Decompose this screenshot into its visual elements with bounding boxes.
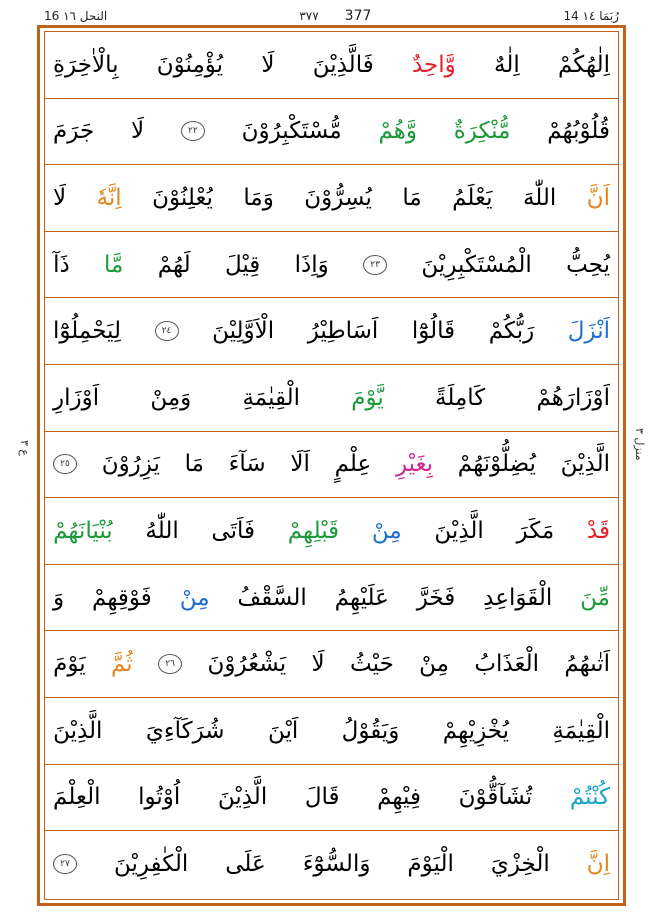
text-line bbox=[45, 831, 618, 898]
word: وَيَقُوْلُ bbox=[341, 717, 400, 744]
word: وَّهُمْ bbox=[378, 118, 417, 145]
word: مِنْ bbox=[371, 517, 402, 544]
word: يُسِرُّوْنَ bbox=[304, 184, 372, 211]
word: وَمَا bbox=[243, 184, 274, 211]
ayah-number-marker: ٢٤ bbox=[155, 321, 179, 341]
text-line bbox=[45, 32, 618, 99]
word: يَعْلَمُ bbox=[452, 184, 493, 211]
word: قَالُوْٓا bbox=[411, 318, 456, 345]
page-number: 377 bbox=[344, 8, 372, 24]
word: الْعَذَابُ bbox=[474, 651, 539, 678]
word: الْخِزْيَ bbox=[490, 851, 550, 878]
margin-ruku: ع ٣ bbox=[18, 440, 31, 456]
word: يَشْعُرُوْنَ bbox=[207, 651, 287, 678]
word: فَالَّذِيْنَ bbox=[312, 51, 374, 78]
word: اللّٰهُ bbox=[145, 517, 179, 544]
word: بُنْيَانَهُمْ bbox=[53, 517, 113, 544]
word: الْعِلْمَ bbox=[53, 784, 101, 811]
word: اِنَّهٗ bbox=[96, 184, 122, 211]
word: الْكٰفِرِيْنَ bbox=[113, 851, 189, 878]
word: الَّذِيْنَ bbox=[434, 517, 484, 544]
ayah-number-marker: ٢٥ bbox=[53, 454, 77, 474]
text-line bbox=[45, 698, 618, 765]
word: يُؤْمِنُوْنَ bbox=[156, 51, 224, 78]
text-line bbox=[45, 631, 618, 698]
word: اِنَّ bbox=[586, 851, 610, 878]
word: الَّذِيْنَ bbox=[53, 717, 103, 744]
ayah-number-marker: ٢٦ bbox=[158, 654, 182, 674]
word: وَاِذَا bbox=[294, 251, 329, 278]
word: كَامِلَةً bbox=[435, 384, 486, 411]
word: يُخْزِيْهِمْ bbox=[442, 717, 510, 744]
word: شُرَكَآءِيَ bbox=[145, 717, 225, 744]
word: السَّقْفُ bbox=[237, 584, 307, 611]
word: اَسَاطِيْرُ bbox=[307, 318, 379, 345]
word: قَبْلِهِمْ bbox=[287, 517, 340, 544]
text-line bbox=[45, 765, 618, 832]
word: مَا bbox=[184, 451, 204, 478]
word: كُنْتُمْ bbox=[569, 784, 610, 811]
text-line bbox=[45, 498, 618, 565]
text-area bbox=[44, 31, 619, 900]
word: يَّوْمَ bbox=[351, 384, 384, 411]
word: يُضِلُّوْنَهُمْ bbox=[457, 451, 536, 478]
word: اَنَّ bbox=[586, 184, 610, 211]
word: لَا bbox=[261, 51, 275, 78]
word: حَيْثُ bbox=[350, 651, 394, 678]
word: يَوْمَ bbox=[53, 651, 86, 678]
word: الْاَوَّلِيْنَ bbox=[212, 318, 275, 345]
word: مَكَرَ bbox=[516, 517, 555, 544]
word: ذَآ bbox=[53, 251, 70, 278]
word: اَتٰىهُمُ bbox=[564, 651, 610, 678]
ayah-number-marker: ٢٣ bbox=[363, 255, 387, 275]
text-line bbox=[45, 165, 618, 232]
word: لَا bbox=[53, 184, 67, 211]
word: وَ bbox=[53, 584, 65, 611]
word: لَهُمْ bbox=[157, 251, 191, 278]
word: جَرَمَ bbox=[53, 118, 95, 145]
word: الْقِيٰمَةِ bbox=[242, 384, 301, 411]
word: بِالْاٰخِرَةِ bbox=[53, 51, 119, 78]
text-line bbox=[45, 298, 618, 365]
text-line bbox=[45, 99, 618, 166]
header-surah: 16 النحل ١٦ bbox=[44, 9, 108, 23]
word: بِغَيْرِ bbox=[395, 451, 434, 478]
word: اَوْزَارِ bbox=[53, 384, 100, 411]
word: سَآءَ bbox=[228, 451, 266, 478]
word: الْيَوْمَ bbox=[407, 851, 454, 878]
word: اَوْزَارَهُمْ bbox=[536, 384, 610, 411]
word: مِّنَ bbox=[580, 584, 610, 611]
word: اَلَا bbox=[290, 451, 310, 478]
word: فَوْقِهِمْ bbox=[92, 584, 152, 611]
word: فَخَرَّ bbox=[416, 584, 456, 611]
word: اِلٰهُكُمْ bbox=[557, 51, 610, 78]
word: يُحِبُّ bbox=[566, 251, 610, 278]
word: مِنْ bbox=[179, 584, 210, 611]
word: فِيْهِمْ bbox=[377, 784, 421, 811]
word: قُلُوْبُهُمْ bbox=[547, 118, 610, 145]
word: عَلَى bbox=[225, 851, 266, 878]
word: اُوْتُوا bbox=[138, 784, 181, 811]
word: اِلٰهٌ bbox=[494, 51, 520, 78]
header-juz: 14 رُبَمَا ١٤ bbox=[563, 9, 619, 23]
word: يُعْلِنُوْنَ bbox=[152, 184, 213, 211]
word: مَّا bbox=[104, 251, 124, 278]
word: عِلْمٍ bbox=[334, 451, 372, 478]
word: مِنْ bbox=[419, 651, 449, 678]
word: الْقِيٰمَةِ bbox=[552, 717, 610, 744]
text-line bbox=[45, 565, 618, 632]
word: فَاَتَى bbox=[211, 517, 255, 544]
word: مُّنْكِرَةٌ bbox=[453, 118, 511, 145]
word: لِيَحْمِلُوْٓا bbox=[53, 318, 121, 345]
ayah-number-marker: ٢٢ bbox=[181, 121, 205, 141]
word: تُشَآقُّوْنَ bbox=[458, 784, 533, 811]
word: اللّٰهَ bbox=[522, 184, 557, 211]
word: لَا bbox=[130, 118, 145, 145]
word: يَزِرُوْنَ bbox=[101, 451, 160, 478]
word: لَا bbox=[311, 651, 325, 678]
word: وَمِنْ bbox=[150, 384, 192, 411]
word: مَا bbox=[402, 184, 422, 211]
word: عَلَيْهِمُ bbox=[334, 584, 389, 611]
word: اَيْنَ bbox=[267, 717, 299, 744]
word: مُّسْتَكْبِرُوْنَ bbox=[241, 118, 342, 145]
text-line bbox=[45, 365, 618, 432]
word: وَالسُّوْٓءَ bbox=[302, 851, 371, 878]
word: الَّذِيْنَ bbox=[217, 784, 268, 811]
word: ثُمَّ bbox=[111, 651, 133, 678]
text-line bbox=[45, 232, 618, 299]
header-page-arabic: ٣٧٧ bbox=[299, 9, 319, 23]
text-line bbox=[45, 432, 618, 499]
word: اَنْزَلَ bbox=[567, 318, 610, 345]
word: قَالَ bbox=[304, 784, 340, 811]
word: الْمُسْتَكْبِرِيْنَ bbox=[421, 251, 532, 278]
word: رَبُّكُمْ bbox=[488, 318, 535, 345]
margin-manzil: منزل ٣ bbox=[633, 428, 646, 461]
word: الَّذِيْنَ bbox=[560, 451, 610, 478]
ayah-number-marker: ٢٧ bbox=[53, 854, 77, 874]
word: الْقَوَاعِدِ bbox=[483, 584, 553, 611]
header-page-numbers bbox=[299, 8, 371, 24]
page-frame bbox=[37, 25, 626, 906]
word: قَدْ bbox=[586, 517, 610, 544]
word: وَّاحِدٌ bbox=[411, 51, 456, 78]
word: قِيْلَ bbox=[224, 251, 261, 278]
